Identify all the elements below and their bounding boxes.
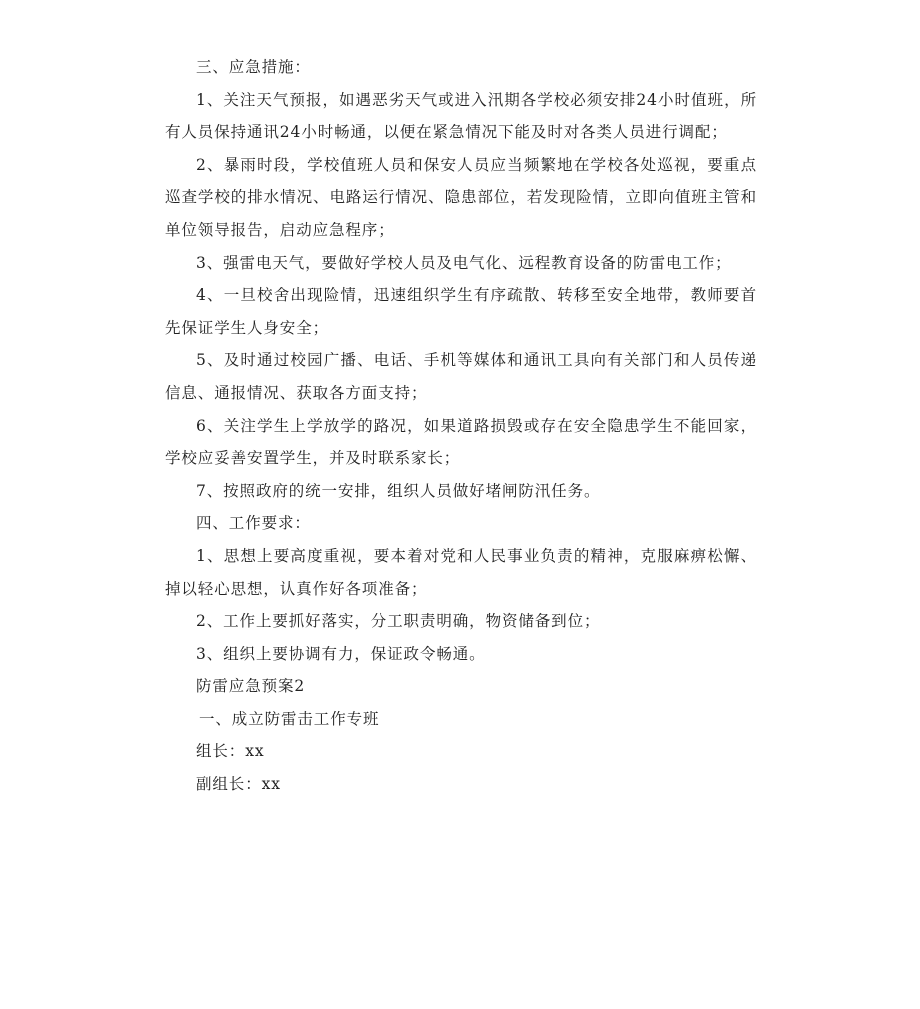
paragraph-measure-6: 6、关注学生上学放学的路况，如果道路损毁或存在安全隐患学生不能回家，学校应妥善安置学生，并及时联系家长； (165, 416, 757, 468)
paragraph-measure-2: 2、暴雨时段，学校值班人员和保安人员应当频繁地在学校各处巡视，要重点巡查学校的排水情况、电路运行情况、隐患部位，若发现险情，立即向值班主管和单位领导报告，启动应急程序； (165, 155, 757, 239)
group-leader-line: 组长：xx (196, 742, 265, 761)
paragraph-measure-4: 4、一旦校舍出现险情，迅速组织学生有序疏散、转移至安全地带，教师要首先保证学生人身安全； (165, 286, 757, 337)
paragraph-measure-3: 3、强雷电天气，要做好学校人员及电气化、远程教育设备的防雷电工作； (196, 253, 732, 272)
deputy-leader-line: 副组长：xx (196, 775, 281, 794)
section-heading-work-requirements: 四、工作要求： (196, 514, 311, 533)
plan-title-2: 防雷应急预案2 (196, 677, 306, 696)
section-heading-emergency-measures: 三、应急措施： (196, 58, 311, 76)
paragraph-requirement-1: 1、思想上要高度重视，要本着对党和人民事业负责的精神，克服麻痹松懈、掉以轻心思想，认真作好各项准备； (165, 546, 757, 598)
paragraph-measure-1: 1、关注天气预报，如遇恶劣天气或进入汛期各学校必须安排24小时值班，所有人员保持通讯24小时畅通，以便在紧急情况下能及时对各类人员进行调配； (165, 90, 757, 142)
document-page (165, 51, 757, 801)
paragraph-requirement-2: 2、工作上要抓好落实，分工职责明确，物资储备到位； (196, 612, 601, 631)
paragraph-measure-7: 7、按照政府的统一安排，组织人员做好堵闸防汛任务。 (196, 481, 601, 500)
paragraph-measure-5: 5、及时通过校园广播、电话、手机等媒体和通讯工具向有关部门和人员传递信息、通报情况、获取各方面支持； (165, 351, 757, 402)
paragraph-requirement-3: 3、组织上要协调有力，保证政令畅通。 (196, 644, 486, 663)
section-heading-task-force: 一、成立防雷击工作专班 (199, 709, 380, 728)
